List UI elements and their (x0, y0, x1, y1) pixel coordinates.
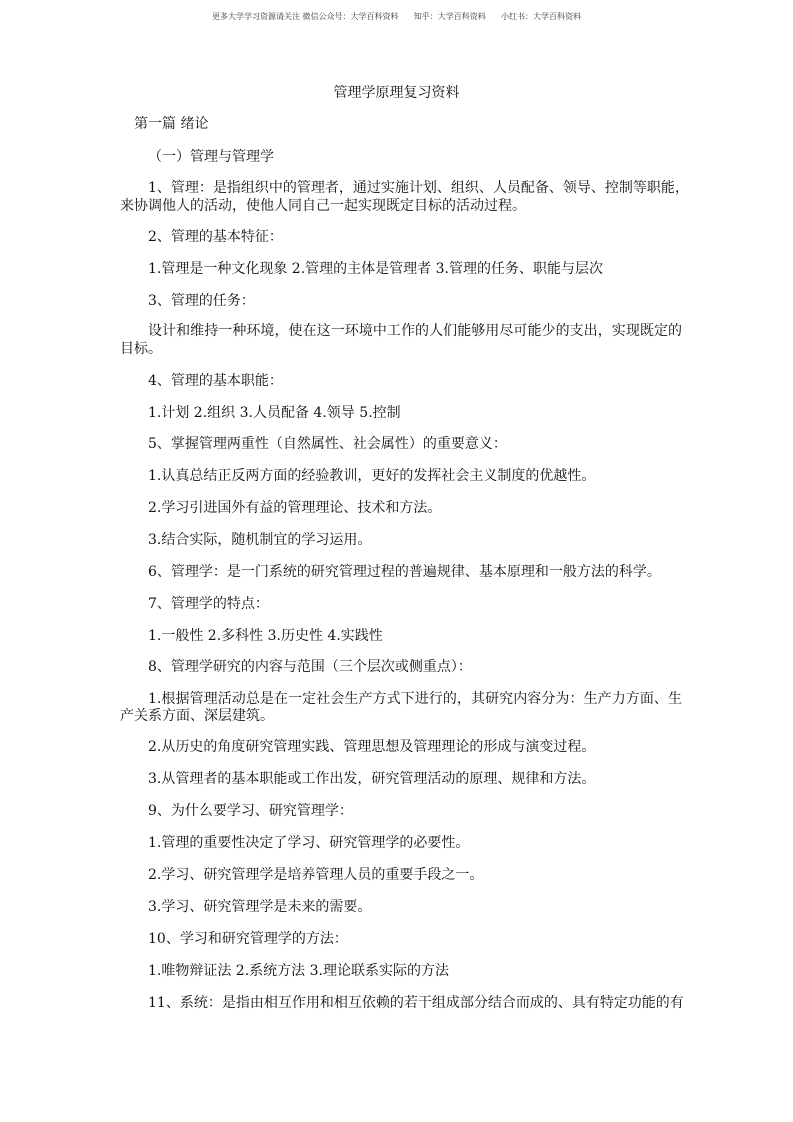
paragraph-line: 来协调他人的活动，使他人同自己一起实现既定目标的活动过程。 (120, 198, 526, 214)
paragraph-line: 产关系方面、深层建筑。 (120, 708, 274, 724)
section-heading: （一）管理与管理学 (148, 149, 274, 165)
paragraph-line: 9、为什么要学习、研究管理学： (148, 803, 353, 819)
paragraph-line: 1.管理是一种文化现象 2.管理的主体是管理者 3.管理的任务、职能与层次 (148, 261, 603, 277)
paragraph-line: 3、管理的任务： (148, 293, 255, 309)
paragraph-line: 1.计划 2.组织 3.人员配备 4.领导 5.控制 (148, 405, 401, 421)
paragraph-line: 2.学习、研究管理学是培养管理人员的重要手段之一。 (148, 867, 484, 883)
paragraph-line: 1.唯物辩证法 2.系统方法 3.理论联系实际的方法 (148, 963, 449, 979)
page-header-note: 更多大学学习资源请关注 微信公众号：大学百科资料 知乎：大学百科资料 小红书：大学百科资料 (211, 12, 582, 21)
paragraph-line: 7、管理学的特点： (148, 596, 269, 612)
paragraph-line: 5、掌握管理两重性（自然属性、社会属性）的重要意义： (148, 436, 507, 452)
paragraph-line: 6、管理学：是一门系统的研究管理过程的普遍规律、基本原理和一般方法的科学。 (148, 564, 661, 580)
part-heading: 第一篇 绪论 (134, 116, 209, 132)
paragraph-line: 2.从历史的角度研究管理实践、管理思想及管理理论的形成与演变过程。 (148, 739, 596, 755)
paragraph-line: 目标。 (120, 341, 162, 357)
paragraph-line: 1.认真总结正反两方面的经验教训，更好的发挥社会主义制度的优越性。 (148, 468, 596, 484)
paragraph-line: 3.学习、研究管理学是未来的需要。 (148, 899, 372, 915)
paragraph-line: 11、系统：是指由相互作用和相互依赖的若干组成部分结合而成的、具有特定功能的有 (148, 995, 684, 1011)
paragraph-line: 3.从管理者的基本职能或工作出发，研究管理活动的原理、规律和方法。 (148, 771, 596, 787)
document-title: 管理学原理复习资料 (333, 85, 460, 101)
paragraph-line: 2、管理的基本特征： (148, 229, 283, 245)
paragraph-line: 1、管理：是指组织中的管理者，通过实施计划、组织、人员配备、领导、控制等职能， (148, 180, 689, 196)
paragraph-line: 8、管理学研究的内容与范围（三个层次或侧重点）： (148, 659, 472, 675)
paragraph-line: 4、管理的基本职能： (148, 373, 283, 389)
paragraph-line: 3.结合实际，随机制宜的学习运用。 (148, 532, 372, 548)
paragraph-line: 2.学习引进国外有益的管理理论、技术和方法。 (148, 500, 442, 516)
paragraph-line: 10、学习和研究管理学的方法： (148, 931, 348, 947)
paragraph-line: 设计和维持一种环境，使在这一环境中工作的人们能够用尽可能少的支出，实现既定的 (148, 323, 682, 339)
paragraph-line: 1.一般性 2.多科性 3.历史性 4.实践性 (148, 628, 383, 644)
paragraph-line: 1.根据管理活动总是在一定社会生产方式下进行的，其研究内容分为：生产力方面、生 (148, 691, 682, 707)
paragraph-line: 1.管理的重要性决定了学习、研究管理学的必要性。 (148, 835, 470, 851)
